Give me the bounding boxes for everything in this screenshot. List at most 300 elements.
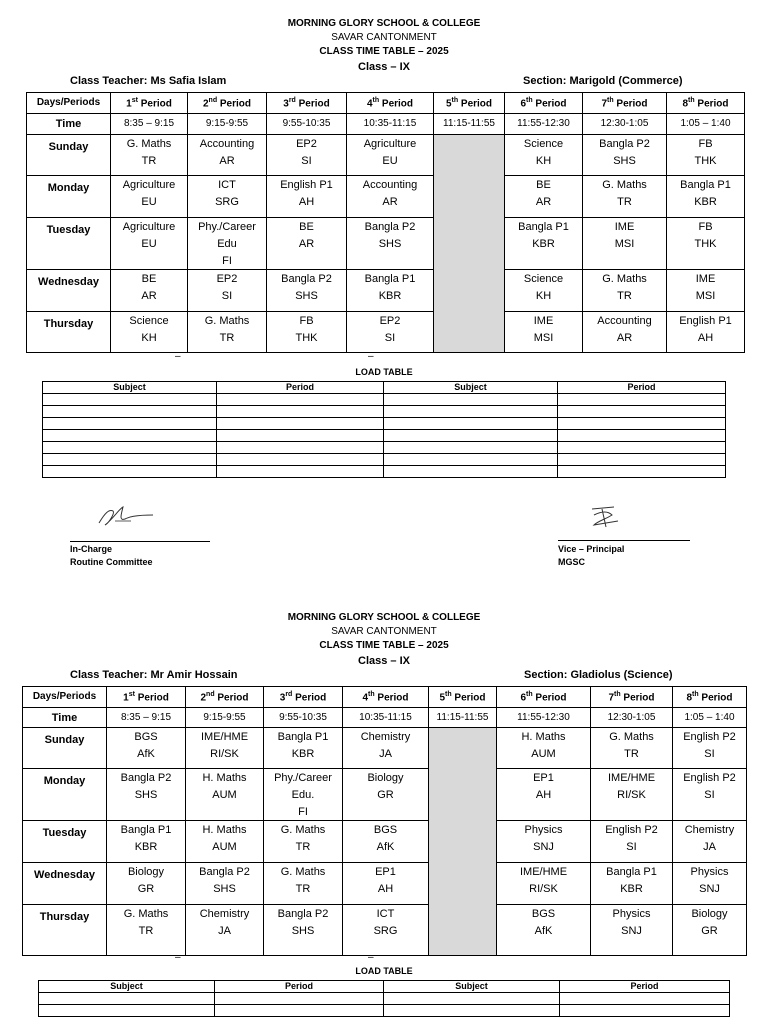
load-column-header: Subject: [39, 981, 215, 993]
period-header-row: [23, 687, 747, 708]
timetable-cell: [673, 821, 747, 863]
period-word: Period: [217, 98, 252, 110]
period-time-5: 11:15-11:55: [434, 114, 505, 135]
teacher-code: KBR: [291, 748, 315, 760]
timetable-sheet-2: [0, 611, 768, 683]
period-time-3: 9:55-10:35: [267, 114, 347, 135]
dash-mark: –: [368, 952, 374, 963]
timetable-cell: [111, 218, 188, 270]
timetable-title: CLASS TIME TABLE – 2025: [319, 640, 449, 651]
class-teacher: Class Teacher: Mr Amir Hossain: [70, 669, 238, 681]
period-number: 8: [686, 692, 693, 704]
subject-name: English P1: [679, 315, 732, 327]
teacher-code: RI/SK: [529, 883, 558, 895]
timetable-cell: [264, 863, 343, 905]
subject-name: BE: [299, 221, 314, 233]
teacher-code: AUM: [531, 748, 556, 760]
teacher-code: AUM: [212, 789, 237, 801]
teacher-code: SI: [704, 789, 715, 801]
period-time-1: 8:35 – 9:15: [107, 708, 186, 728]
period-ordinal-suffix: th: [526, 691, 533, 699]
teacher-code: AR: [616, 332, 633, 344]
period-number: 7: [608, 692, 615, 704]
period-number: 7: [601, 98, 608, 110]
timetable-cell: [505, 270, 583, 312]
subject-name: BGS: [373, 824, 398, 836]
subject-name: IME: [695, 273, 716, 285]
timetable-cell: [497, 728, 591, 769]
teacher-code: TR: [295, 841, 311, 853]
period-number: 2: [202, 98, 209, 110]
subject-name: ICT: [218, 179, 236, 191]
day-row: [27, 176, 745, 218]
load-table-cell: [384, 454, 558, 466]
teacher-code: SHS: [295, 290, 318, 302]
subject-name: EP2: [379, 315, 401, 327]
teacher-code: MSI: [614, 238, 635, 250]
teacher-code: JA: [218, 925, 231, 937]
load-table-header: [39, 981, 730, 993]
period-number: 5: [439, 692, 446, 704]
timetable-cell: [583, 218, 667, 270]
day-label: Wednesday: [23, 863, 107, 905]
period-ordinal-suffix: nd: [208, 97, 218, 105]
subject-name: FB: [299, 315, 314, 327]
institution-abbrev: MGSC: [558, 557, 585, 567]
time-label: Time: [23, 708, 107, 728]
period-header-6: [505, 93, 583, 114]
period-header-7: [583, 93, 667, 114]
timetable-cell: [186, 905, 264, 956]
period-ordinal-suffix: th: [372, 97, 380, 105]
period-ordinal-suffix: th: [688, 97, 695, 105]
period-header-5: [434, 93, 505, 114]
period-word: Period: [620, 692, 655, 704]
timetable-cell: [188, 270, 267, 312]
period-number: 3: [283, 98, 289, 110]
subject-name: G. Maths: [602, 273, 647, 285]
period-word: Period: [694, 98, 729, 110]
day-label: Sunday: [23, 728, 107, 769]
load-table-cell: [39, 993, 215, 1005]
subject-name: G. Maths: [280, 824, 326, 836]
day-row: [27, 270, 745, 312]
load-table-cell: [384, 466, 558, 478]
timetable-cell: [107, 905, 186, 956]
subject-name-continued: Edu: [217, 238, 237, 250]
period-header-3: [264, 687, 343, 708]
period-ordinal-suffix: th: [614, 691, 621, 699]
period-time-8: 1:05 – 1:40: [667, 114, 745, 135]
load-table-cell: [560, 1005, 730, 1017]
timetable-cell: [673, 769, 747, 821]
subject-name: Accounting: [362, 179, 418, 191]
timetable-cell: [591, 821, 673, 863]
day-row: [23, 769, 747, 821]
period-word: Period: [613, 98, 648, 110]
teacher-code: KH: [141, 332, 157, 344]
period-header-2: [188, 93, 267, 114]
subject-name-continued: Edu.: [291, 789, 315, 801]
subject-name: BGS: [531, 908, 556, 920]
load-table-row: [43, 394, 726, 406]
subject-name: Phy./Career: [274, 772, 332, 784]
load-table: [42, 381, 726, 478]
timetable-cell: [267, 176, 347, 218]
subject-name: Biology: [367, 772, 404, 784]
teacher-code: AR: [141, 290, 157, 302]
subject-name: Bangla P2: [277, 908, 329, 920]
timetable-cell: [505, 176, 583, 218]
teacher-code: SI: [384, 332, 396, 344]
day-row: [23, 728, 747, 769]
timetable-cell: [343, 863, 429, 905]
teacher-code: EU: [141, 196, 157, 208]
teacher-code: THK: [694, 238, 717, 250]
dash-mark: –: [368, 351, 374, 362]
timetable-cell: [347, 135, 434, 176]
load-table-cell: [43, 418, 217, 430]
period-ordinal-suffix: rd: [285, 691, 293, 699]
timetable-cell: [505, 312, 583, 353]
subject-name: Bangla P1: [277, 731, 329, 743]
subject-name: Accounting: [199, 138, 255, 150]
teacher-code: AR: [535, 196, 552, 208]
subject-name: Agriculture: [122, 221, 176, 233]
teacher-code: SNJ: [699, 883, 720, 895]
timetable-cell: [667, 218, 745, 270]
period-number: 4: [366, 98, 373, 110]
period-word: Period: [698, 692, 733, 704]
subject-name: EP1: [375, 866, 396, 878]
subject-name: Physics: [524, 824, 563, 836]
teacher-code: TR: [219, 332, 235, 344]
load-column-header: Period: [558, 382, 726, 394]
sheet-header: [0, 17, 768, 75]
timetable-cell: [667, 312, 745, 353]
day-label: Tuesday: [23, 821, 107, 863]
period-header-2: [186, 687, 264, 708]
period-time-7: 12:30-1:05: [583, 114, 667, 135]
subject-name: Biology: [691, 908, 728, 920]
load-table-cell: [43, 406, 217, 418]
subject-name: G. Maths: [126, 138, 172, 150]
subject-name: Bangla P1: [120, 824, 172, 836]
timetable-cell: [347, 218, 434, 270]
load-table-cell: [384, 394, 558, 406]
load-table-title: LOAD TABLE: [355, 367, 413, 377]
period-number: 2: [200, 692, 207, 704]
period-word: Period: [137, 98, 172, 110]
timetable-cell: [497, 863, 591, 905]
teacher-code: EU: [141, 238, 157, 250]
day-row: [23, 905, 747, 956]
teacher-code: GR: [377, 789, 394, 801]
period-ordinal-suffix: nd: [206, 691, 215, 699]
period-time-6: 11:55-12:30: [497, 708, 591, 728]
subject-name: English P1: [280, 179, 333, 191]
period-ordinal-suffix: th: [526, 97, 533, 105]
teacher-code: KBR: [134, 841, 158, 853]
period-header-1: [111, 93, 188, 114]
class-teacher: Class Teacher: Ms Safia Islam: [70, 75, 227, 87]
school-name: MORNING GLORY SCHOOL & COLLEGE: [287, 18, 481, 29]
load-table-row: [43, 418, 726, 430]
teacher-code: AH: [377, 883, 394, 895]
subject-name: BGS: [134, 731, 158, 743]
teacher-code: SHS: [291, 925, 315, 937]
dash-mark: –: [175, 351, 181, 362]
subject-name: IME/HME: [200, 731, 249, 743]
period-ordinal-suffix: th: [692, 691, 699, 699]
subject-name: FB: [698, 221, 713, 233]
teacher-code: KBR: [378, 290, 402, 302]
load-table-cell: [217, 430, 384, 442]
school-name: MORNING GLORY SCHOOL & COLLEGE: [287, 612, 481, 623]
load-table-cell: [384, 406, 558, 418]
timetable-cell: [186, 728, 264, 769]
load-table-cell: [215, 993, 384, 1005]
timetable-cell: [186, 769, 264, 821]
timetable-cell: [264, 769, 343, 821]
period-header-4: [343, 687, 429, 708]
day-label: Thursday: [23, 905, 107, 956]
timetable-cell: [343, 769, 429, 821]
timetable-cell: [583, 135, 667, 176]
timetable-cell: [497, 821, 591, 863]
period-time-3: 9:55-10:35: [264, 708, 343, 728]
load-table-row: [39, 1005, 730, 1017]
day-row: [27, 312, 745, 353]
load-table-cell: [558, 394, 726, 406]
timetable-cell: [188, 176, 267, 218]
period-header-7: [591, 687, 673, 708]
subject-name: Biology: [127, 866, 165, 878]
class-meta: [0, 669, 768, 683]
time-row: [23, 708, 747, 728]
teacher-code: FI: [222, 255, 232, 267]
period-header-1: [107, 687, 186, 708]
load-table-header: [43, 382, 726, 394]
teacher-code: TR: [617, 290, 632, 302]
load-table-row: [43, 466, 726, 478]
timetable-cell: [583, 176, 667, 218]
day-label: Monday: [27, 176, 111, 218]
timetable-cell: [107, 769, 186, 821]
timetable-cell: [264, 905, 343, 956]
timetable-cell: [267, 270, 347, 312]
teacher-code: TR: [295, 883, 311, 895]
load-table-cell: [217, 418, 384, 430]
day-label: Thursday: [27, 312, 111, 353]
teacher-code: TR: [138, 925, 154, 937]
load-table-cell: [215, 1005, 384, 1017]
subject-name: Bangla P2: [199, 866, 250, 878]
subject-name: Physics: [612, 908, 651, 920]
period-time-4: 10:35-11:15: [343, 708, 429, 728]
teacher-code: AR: [298, 238, 315, 250]
period-ordinal-suffix: rd: [288, 97, 296, 105]
teacher-code: SNJ: [533, 841, 554, 853]
timetable-cell: [111, 176, 188, 218]
teacher-code: SI: [626, 841, 637, 853]
vice-principal-signature: [588, 503, 622, 529]
timetable-cell: [343, 905, 429, 956]
period-number: 5: [445, 98, 452, 110]
subject-name: H. Maths: [521, 731, 566, 743]
teacher-code: AH: [298, 196, 315, 208]
timetable-sheet-1: [0, 17, 768, 89]
teacher-code: SHS: [378, 238, 402, 250]
section-label: Section: Marigold (Commerce): [523, 75, 683, 87]
teacher-code: RI/SK: [210, 748, 239, 760]
load-table-cell: [43, 454, 217, 466]
load-table-cell: [43, 442, 217, 454]
subject-name: Science: [523, 138, 564, 150]
class-name: Class – IX: [358, 61, 410, 73]
period-number: 4: [362, 692, 369, 704]
timetable-cell: [591, 905, 673, 956]
subject-name: IME: [533, 315, 554, 327]
period-ordinal-suffix: th: [451, 97, 459, 105]
teacher-code: KBR: [694, 196, 717, 208]
period-ordinal-suffix: st: [131, 97, 138, 105]
load-table-cell: [384, 993, 560, 1005]
teacher-code: TR: [617, 196, 632, 208]
timetable-cell: [591, 728, 673, 769]
subject-name: ICT: [376, 908, 395, 920]
timetable-cell: [673, 905, 747, 956]
class-timetable-marigold: [26, 92, 745, 353]
sheet-header: [0, 611, 768, 669]
load-table-row: [43, 406, 726, 418]
period-header-4: [347, 93, 434, 114]
teacher-code: AfK: [534, 925, 553, 937]
period-time-2: 9:15-9:55: [188, 114, 267, 135]
timetable-cell: [347, 312, 434, 353]
teacher-code: JA: [703, 841, 716, 853]
period-number: 1: [123, 692, 129, 704]
load-table-cell: [217, 442, 384, 454]
load-column-header: Period: [215, 981, 384, 993]
period-time-5: 11:15-11:55: [429, 708, 497, 728]
teacher-code: SRG: [373, 925, 398, 937]
period-word: Period: [292, 692, 327, 704]
subject-name: Agriculture: [363, 138, 417, 150]
load-column-header: Subject: [384, 981, 560, 993]
routine-committee-label: Routine Committee: [70, 557, 153, 567]
teacher-code: SHS: [213, 883, 236, 895]
subject-name: IME/HME: [519, 866, 568, 878]
break-period-cell: [434, 135, 505, 353]
period-number: 8: [682, 98, 689, 110]
school-location: SAVAR CANTONMENT: [331, 626, 437, 637]
period-time-1: 8:35 – 9:15: [111, 114, 188, 135]
teacher-code: SHS: [613, 155, 636, 167]
subject-name: EP2: [216, 273, 238, 285]
subject-name: IME/HME: [607, 772, 656, 784]
teacher-code: TR: [624, 748, 639, 760]
load-table-cell: [558, 418, 726, 430]
load-table-cell: [39, 1005, 215, 1017]
subject-name: Science: [129, 315, 169, 327]
teacher-code: SI: [301, 155, 312, 167]
timetable-cell: [343, 821, 429, 863]
period-time-2: 9:15-9:55: [186, 708, 264, 728]
day-row: [23, 821, 747, 863]
teacher-code: MSI: [695, 290, 716, 302]
subject-name: Bangla P1: [606, 866, 657, 878]
period-ordinal-suffix: th: [607, 97, 614, 105]
subject-name: Science: [523, 273, 564, 285]
load-table-cell: [558, 454, 726, 466]
day-row: [27, 218, 745, 270]
time-label: Time: [27, 114, 111, 135]
period-time-4: 10:35-11:15: [347, 114, 434, 135]
subject-name: G. Maths: [602, 179, 647, 191]
teacher-code: SI: [704, 748, 715, 760]
day-label: Sunday: [27, 135, 111, 176]
subject-name: G. Maths: [204, 315, 250, 327]
timetable-cell: [591, 863, 673, 905]
timetable-cell: [505, 135, 583, 176]
period-word: Period: [379, 98, 414, 110]
period-ordinal-suffix: th: [445, 691, 452, 699]
load-column-header: Period: [560, 981, 730, 993]
timetable-cell: [188, 312, 267, 353]
timetable-cell: [583, 270, 667, 312]
subject-name: Bangla P2: [281, 273, 332, 285]
in-charge-title: In-Charge: [70, 544, 113, 554]
class-meta: [0, 75, 768, 89]
timetable-cell: [267, 218, 347, 270]
timetable-cell: [188, 218, 267, 270]
teacher-code: SNJ: [621, 925, 642, 937]
timetable-cell: [591, 769, 673, 821]
subject-name: Bangla P2: [599, 138, 650, 150]
subject-name: IME: [614, 221, 635, 233]
teacher-code: SHS: [134, 789, 158, 801]
subject-name: H. Maths: [202, 824, 247, 836]
period-time-6: 11:55-12:30: [505, 114, 583, 135]
day-label: Monday: [23, 769, 107, 821]
load-table-cell: [384, 430, 558, 442]
load-column-header: Subject: [43, 382, 217, 394]
days-periods-header: Days/Periods: [27, 93, 111, 114]
period-word: Period: [134, 692, 169, 704]
teacher-code: THK: [694, 155, 717, 167]
day-label: Wednesday: [27, 270, 111, 312]
subject-name: G. Maths: [123, 908, 169, 920]
in-charge-signature: [95, 503, 157, 529]
load-table-cell: [217, 466, 384, 478]
timetable-cell: [107, 728, 186, 769]
day-row: [27, 135, 745, 176]
period-word: Period: [214, 692, 249, 704]
load-table-row: [43, 454, 726, 466]
period-word: Period: [458, 98, 493, 110]
load-table-cell: [558, 430, 726, 442]
days-periods-header: Days/Periods: [23, 687, 107, 708]
teacher-code: AR: [219, 155, 235, 167]
period-number: 6: [520, 98, 527, 110]
teacher-code: GR: [137, 883, 155, 895]
timetable-cell: [673, 863, 747, 905]
subject-name: G. Maths: [609, 731, 654, 743]
load-table-cell: [384, 418, 558, 430]
subject-name: H. Maths: [202, 772, 247, 784]
subject-name: Chemistry: [199, 908, 250, 920]
